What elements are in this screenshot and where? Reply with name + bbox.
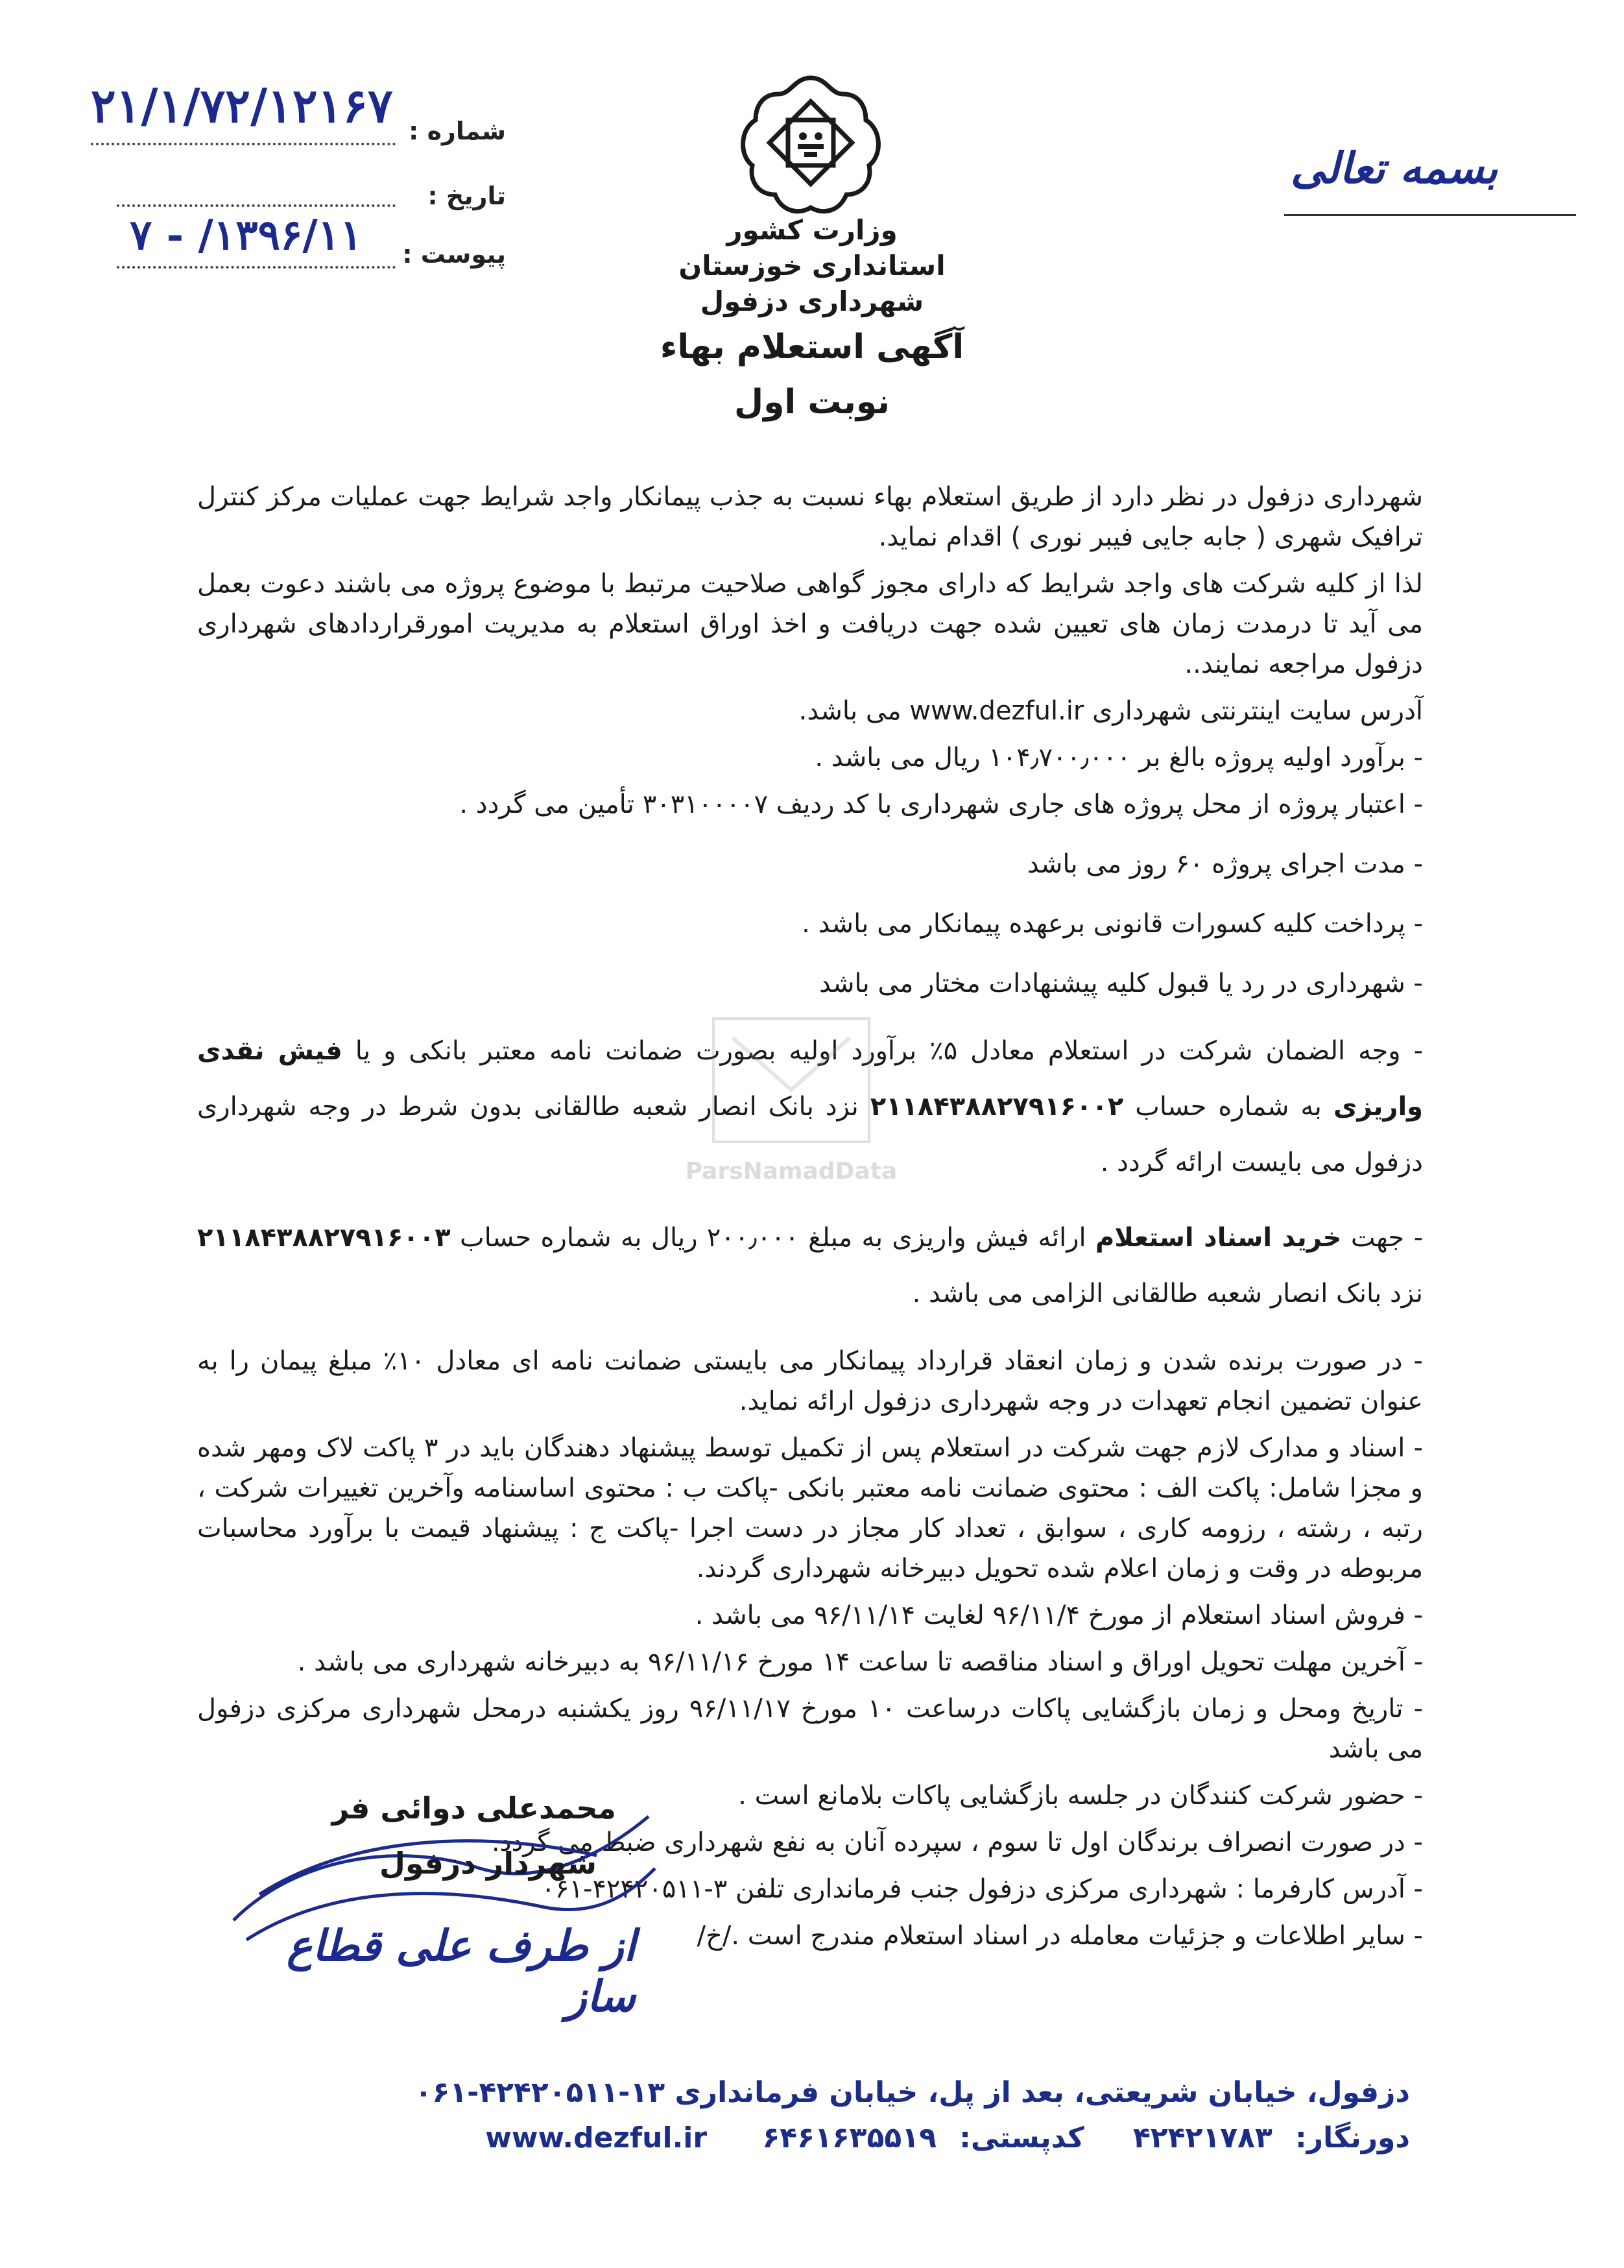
signature-on-behalf: از طرف علی قطاع ساز [287,1920,636,2021]
signatory-role: شهردار دزفول [379,1846,597,1881]
letter-date-label: تاریخ : [427,182,506,210]
letter-number-label: شماره : [409,117,506,145]
watermark-brand: ParsNamadData [685,1158,898,1185]
item-duration: - مدت اجرای پروژه ۶۰ روز می باشد [1027,849,1423,879]
item-guarantee-text-a: - وجه الضمان شرکت در استعلام معادل ۵٪ برآورد اولیه بصورت ضمانت نامه معتبر بانکی و یا [355,1036,1423,1066]
paragraph-intro: شهرداری دزفول در نظر دارد از طریق استعلام بهاء نسبت به جذب پیمانکار واجد شرایط جهت عملیات مرکز کنترل ترافیک شهری ( جابه جایی فیبر نوری ) اقدام نماید. [197,482,1423,552]
letter-attachment-label: پیوست : [402,240,506,269]
footer-fax-label: دورنگار: [1295,2121,1410,2154]
document-title: آگهی استعلام بهاء [660,328,964,367]
document-subtitle: نوبت اول [734,383,890,422]
item-deadline: - آخرین مهلت تحویل اوراق و اسناد مناقصه تا ساعت ۱۴ مورخ ۹۶/۱۱/۱۶ به دبیرخانه شهرداری می باشد . [297,1647,1423,1677]
item-guarantee-text-c: به شماره حساب [1135,1092,1322,1122]
footer-contact-row [485,2121,1410,2154]
item-employer-address: - آدرس کارفرما : شهرداری مرکزی دزفول جنب فرمانداری تلفن ۳-۴۲۴۲۰۵۱۱-۰۶۱ [541,1874,1423,1904]
item-opening: - تاریخ ومحل و زمان بازگشایی پاکات درساعت ۱۰ مورخ ۹۶/۱۱/۱۷ روز یکشنبه درمحل شهرداری مرکزی دزفول می باشد [197,1694,1423,1764]
item-documents-purchase [197,1210,1423,1321]
item-estimate: - برآورد اولیه پروژه بالغ بر ۱۰۴٫۷۰۰٫۰۰۰ ریال می باشد . [815,743,1423,773]
org-municipality: شهرداری دزفول [700,285,924,317]
basmala: بسمه تعالی [1291,143,1498,193]
footer-postal-label: کدپستی: [959,2121,1084,2154]
item-purchase-emphasis: خرید اسناد استعلام [1095,1223,1342,1253]
item-guarantee-account: ۲۱۱۸۴۳۸۸۲۷۹۱۶۰۰۲ [870,1092,1124,1122]
item-sale-dates: - فروش اسناد استعلام از مورخ ۹۶/۱۱/۴ لغایت ۹۶/۱۱/۱۴ می باشد . [695,1600,1423,1630]
notice-body [197,477,1423,1962]
item-purchase-account: ۲۱۱۸۴۳۸۸۲۷۹۱۶۰۰۳ [197,1223,451,1253]
item-attendance: - حضور شرکت کنندگان در جلسه بازگشایی پاکات بلامانع است . [738,1781,1423,1811]
signatory-name: محمدعلی دوائی فر [331,1791,616,1826]
parsnamad-watermark [675,1012,908,1220]
footer-website[interactable]: www.dezful.ir [485,2121,708,2154]
signature-block [208,1778,675,2050]
item-forfeit: - در صورت انصراف برندگان اول تا سوم ، سپرده آنان به نفع شهرداری ضبط می گردد. [491,1828,1423,1857]
item-purchase-text-e: نزد بانک انصار شعبه طالقانی الزامی می باشد . [912,1279,1423,1309]
item-performance-bond: - در صورت برنده شدن و زمان انعقاد قرارداد پیمانکار می بایستی ضمانت نامه ای معادل ۱۰٪ مبلغ پیمان را به عنوان تضمین انجام تعهدات در وجه شهرداری دزفول ارائه نماید. [197,1346,1423,1416]
org-ministry: وزارت کشور [726,214,898,246]
item-envelopes: - اسناد و مدارک لازم جهت شرکت در استعلام پس از تکمیل توسط پیشنهاد دهندگان باید در ۳ پاکت لاک ومهر شده و مجزا شامل: پاکت الف : محتوی ضمانت نامه معتبر بانکی -پاکت ب : محتوی اساسنامه وآخرین تغییرات شرکت ، رتبه ، رشته ، رزومه کاری ، سوابق ، تعداد کار مجاز در دست اجرا -پاکت ج : پیشنهاد قیمت با برآورد محاسبات مربوطه در وقت و زمان اعلام شده تحویل دبیرخانه شهرداری گردند. [197,1433,1423,1584]
item-funding: - اعتبار پروژه از محل پروژه های جاری شهرداری با کد ردیف ۳۰۳۱۰۰۰۰۷ تأمین می گردد . [459,790,1423,819]
letter-date-line [117,204,396,207]
municipality-emblem-icon [726,71,895,221]
item-deductions: - پرداخت کلیه کسورات قانونی برعهده پیمانکار می باشد . [802,909,1423,939]
letter-attachment-value: ۱۳۹۶/۱۱/ - ۷ [130,211,363,259]
paragraph-invitation: لذا از کلیه شرکت های واجد شرایط که دارای مجوز گواهی صلاحیت مرتبط با موضوع پروژه می باشند دعوت بعمل می آید تا درمدت زمان های تعیین شده جهت دریافت و اخذ اوراق استعلام به مدیریت امورقراردادهای شهرداری دزفول مراجعه نمایند.. [197,569,1423,679]
letter-number-line [91,143,396,145]
footer-postal: ۶۴۶۱۶۳۵۵۱۹ [762,2121,937,2154]
paragraph-website: آدرس سایت اینترنتی شهرداری www.dezful.ir می باشد. [798,696,1423,726]
item-guarantee-text-e: نزد بانک انصار شعبه طالقانی بدون شرط در وجه شهرداری دزفول می بایست ارائه گردد . [197,1092,1423,1177]
letter-number-value: ۲۱/۱/۷۲/۱۲۱۶۷ [91,78,393,133]
footer-address: دزفول، خیابان شریعتی، بعد از پل، خیابان فرمانداری ۱۳-۴۲۴۲۰۵۱۱-۰۶۱ [414,2076,1410,2109]
footer-fax: ۴۲۴۲۱۷۸۳ [1133,2121,1272,2154]
item-other-info: - سایر اطلاعات و جزئیات معامله در اسناد استعلام مندرج است ./خ/ [697,1921,1423,1951]
item-guarantee-emphasis: فیش نقدی واریزی [197,1036,1424,1122]
item-rights: - شهرداری در رد یا قبول کلیه پیشنهادات مختار می باشد [818,969,1423,998]
item-purchase-text-a: - جهت [1350,1223,1424,1253]
item-purchase-text-c: ارائه فیش واریزی به مبلغ ۲۰۰٫۰۰۰ ریال به شماره حساب [459,1223,1086,1253]
org-province: استانداری خوزستان [678,250,946,282]
